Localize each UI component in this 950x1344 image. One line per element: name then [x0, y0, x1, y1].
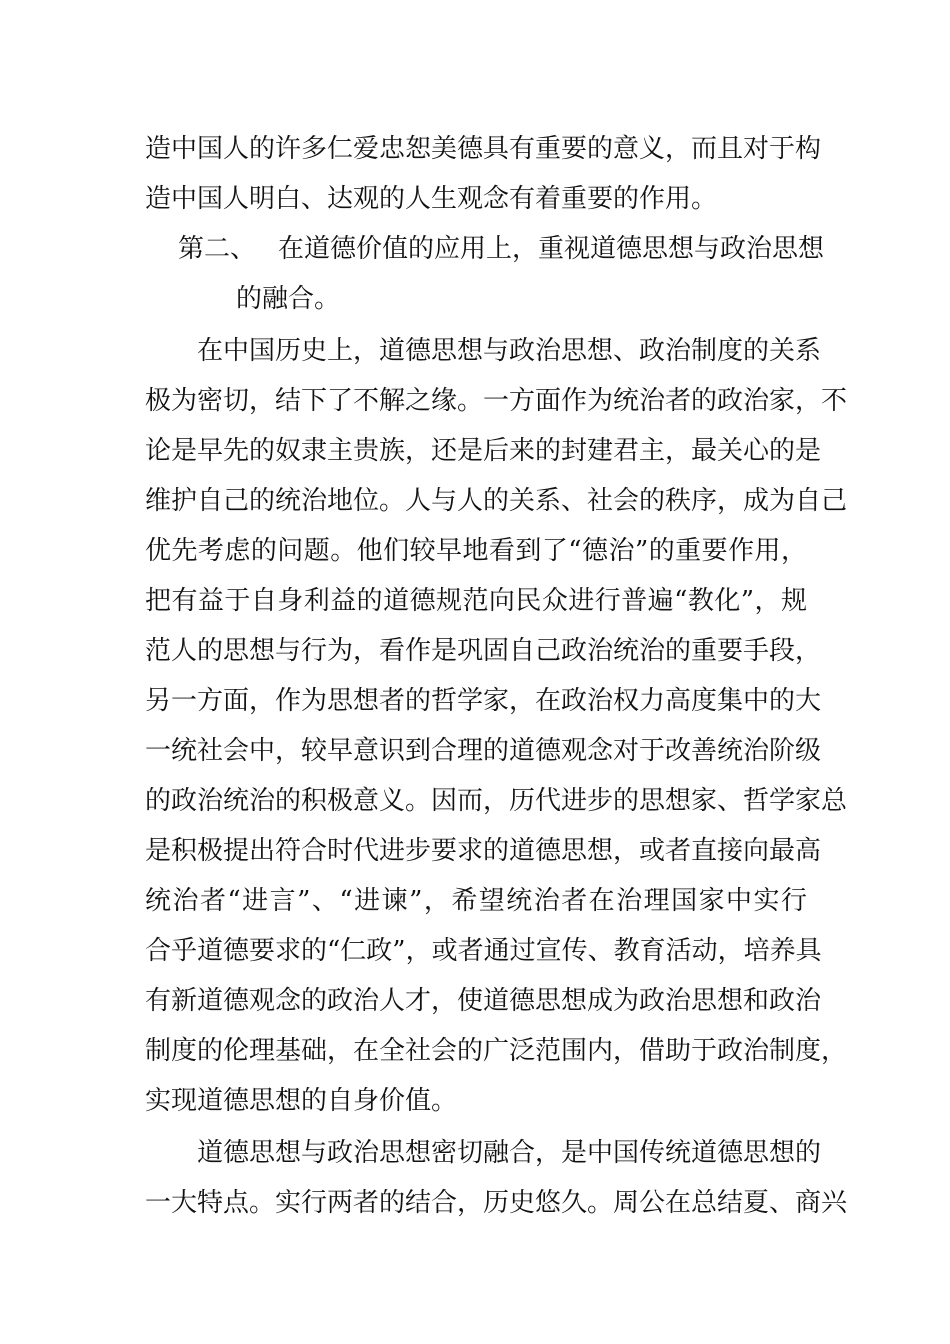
- paragraph-line: 的政治统治的积极意义。因而，历代进步的思想家、哲学家总: [145, 786, 848, 816]
- paragraph-line: 统治者“进言”、“进谏”，希望统治者在治理国家中实行: [145, 886, 807, 916]
- paragraph-line: 把有益于自身利益的道德规范向民众进行普遍“教化”，规: [145, 586, 807, 616]
- section-heading-continuation: 的融合。: [236, 284, 341, 314]
- paragraph-line: 合乎道德要求的“仁政”，或者通过宣传、教育活动，培养具: [145, 936, 822, 966]
- paragraph-line: 另一方面，作为思想者的哲学家，在政治权力高度集中的大: [145, 686, 822, 716]
- paragraph-line: 道德思想与政治思想密切融合，是中国传统道德思想的: [197, 1138, 822, 1168]
- paragraph-line: 一统社会中，较早意识到合理的道德观念对于改善统治阶级: [145, 736, 822, 766]
- section-heading: 在道德价值的应用上，重视道德思想与政治思想: [278, 234, 825, 264]
- text-line: 造中国人的许多仁爱忠恕美德具有重要的意义，而且对于构: [145, 134, 822, 164]
- paragraph-line: 极为密切，结下了不解之缘。一方面作为统治者的政治家，不: [145, 386, 848, 416]
- section-number: 第二、: [178, 234, 257, 264]
- paragraph-line: 是积极提出符合时代进步要求的道德思想，或者直接向最高: [145, 836, 822, 866]
- paragraph-line: 制度的伦理基础，在全社会的广泛范围内，借助于政治制度，: [145, 1036, 848, 1066]
- paragraph-line: 一大特点。实行两者的结合，历史悠久。周公在总结夏、商兴: [145, 1188, 848, 1218]
- paragraph-line: 维护自己的统治地位。人与人的关系、社会的秩序，成为自己: [145, 486, 848, 516]
- paragraph-line: 实现道德思想的自身价值。: [145, 1086, 458, 1116]
- paragraph-line: 在中国历史上，道德思想与政治思想、政治制度的关系: [197, 336, 822, 366]
- paragraph-line: 优先考虑的问题。他们较早地看到了“德治”的重要作用，: [145, 536, 807, 566]
- paragraph-line: 范人的思想与行为，看作是巩固自己政治统治的重要手段，: [145, 636, 822, 666]
- paragraph-line: 有新道德观念的政治人才，使道德思想成为政治思想和政治: [145, 986, 822, 1016]
- paragraph-line: 论是早先的奴隶主贵族，还是后来的封建君主，最关心的是: [145, 436, 822, 466]
- text-line: 造中国人明白、达观的人生观念有着重要的作用。: [145, 184, 718, 214]
